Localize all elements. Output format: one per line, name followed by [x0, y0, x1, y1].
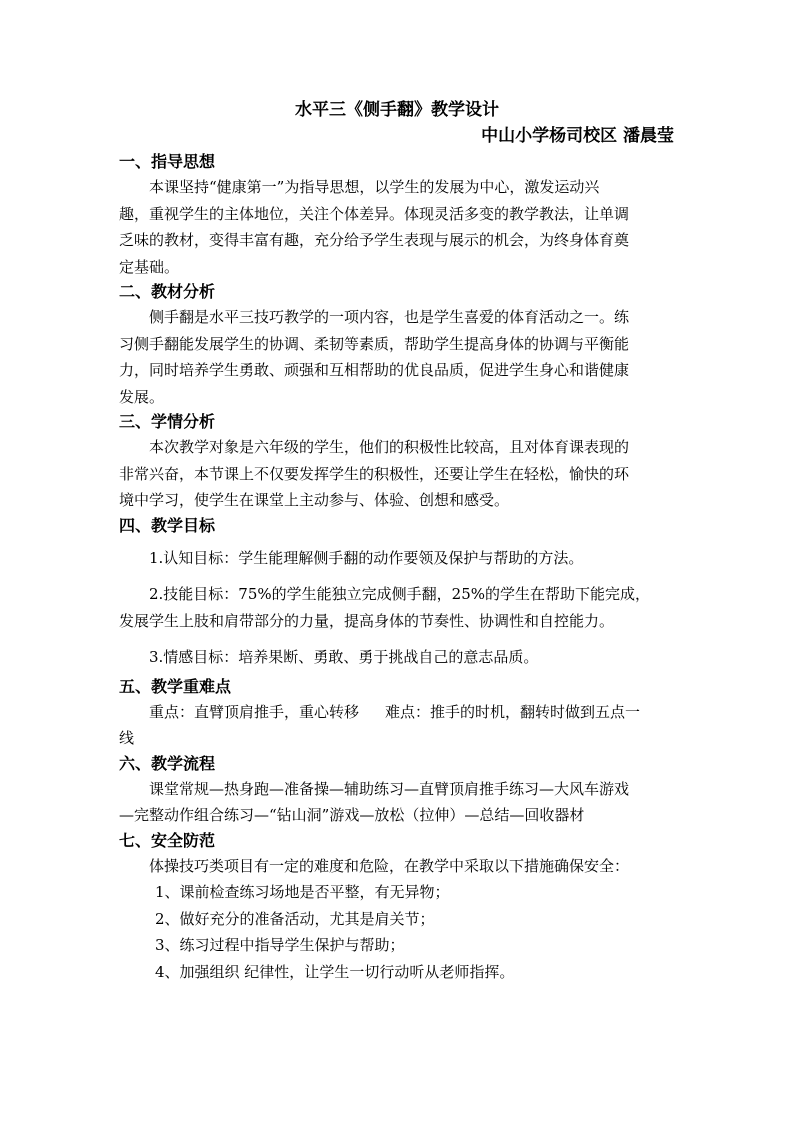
objective-skill: 2.技能目标：75%的学生能独立完成侧手翻，25%的学生在帮助下能完成， [149, 585, 650, 603]
paragraph-line: 侧手翻是水平三技巧教学的一项内容，也是学生喜爱的体育活动之一。练 [149, 308, 630, 326]
paragraph-line: 非常兴奋，本节课上不仅要发挥学生的积极性，还要让学生在轻松，愉快的环 [119, 464, 630, 483]
objective-affective: 3.情感目标：培养果断、勇敢、勇于挑战自己的意志品质。 [149, 648, 539, 666]
section-heading-safety-precautions: 七、安全防范 [119, 830, 216, 850]
author-line: 中山小学杨司校区 潘晨莹 [481, 126, 674, 146]
section-heading-guiding-ideology: 一、指导思想 [119, 152, 216, 171]
safety-item: 4、加强组织 纪律性，让学生一切行动听从老师指挥。 [155, 962, 515, 981]
section-heading-key-difficult-points: 五、教学重难点 [119, 676, 232, 696]
process-line: 课堂常规—热身跑—准备操—辅助练习—直臂顶肩推手练习—大风车游戏 [149, 779, 630, 798]
paragraph-line: 定基础。 [119, 257, 180, 276]
safety-item: 2、做好充分的准备活动，尤其是肩关节； [155, 909, 435, 928]
paragraph-line: 力，同时培养学生勇敢、顽强和互相帮助的优良品质，促进学生身心和谐健康 [119, 361, 630, 379]
document-body [119, 150, 675, 985]
section-heading-teaching-process: 六、教学流程 [119, 753, 216, 773]
paragraph-line: 本课坚持“健康第一”为指导思想，以学生的发展为中心，激发运动兴 [149, 178, 600, 196]
paragraph-line: 线 [119, 729, 135, 747]
paragraph-line: 境中学习，使学生在课堂上主动参与、体验、创想和感受。 [119, 491, 510, 509]
key-point: 重点：直臂顶肩推手，重心转移 [149, 702, 360, 721]
section-heading-teaching-objectives: 四、教学目标 [119, 515, 216, 535]
paragraph-line: 乏味的教材，变得丰富有趣，充分给予学生表现与展示的机会，为终身体育奠 [119, 231, 630, 249]
safety-intro: 体操技巧类项目有一定的难度和危险，在教学中采取以下措施确保安全： [149, 856, 630, 875]
paragraph-line: 习侧手翻能发展学生的协调、柔韧等素质，帮助学生提高身体的协调与平衡能 [119, 334, 630, 353]
paragraph-line: 本次教学对象是六年级的学生，他们的积极性比较高，且对体育课表现的 [149, 438, 630, 456]
process-line: —完整动作组合练习—“钻山洞”游戏—放松（拉伸）—总结—回收器材 [119, 806, 585, 824]
section-heading-student-analysis: 三、学情分析 [119, 412, 216, 431]
safety-item: 3、练习过程中指导学生保护与帮助； [155, 936, 405, 954]
objective-cognitive: 1.认知目标：学生能理解侧手翻的动作要领及保护与帮助的方法。 [149, 548, 584, 567]
section-heading-material-analysis: 二、教材分析 [119, 282, 216, 301]
objective-skill-continued: 发展学生上肢和肩带部分的力量，提高身体的节奏性、协调性和自控能力。 [119, 611, 615, 630]
difficult-point: 难点：推手的时机，翻转时做到五点一 [385, 702, 641, 721]
document-title: 水平三《侧手翻》教学设计 [295, 100, 499, 120]
paragraph-line: 趣，重视学生的主体地位，关注个体差异。体现灵活多变的教学教法，让单调 [119, 204, 630, 223]
safety-item: 1、课前检查练习场地是否平整，有无异物； [155, 883, 450, 901]
paragraph-line: 发展。 [119, 387, 165, 406]
key-difficult-line [119, 699, 675, 726]
